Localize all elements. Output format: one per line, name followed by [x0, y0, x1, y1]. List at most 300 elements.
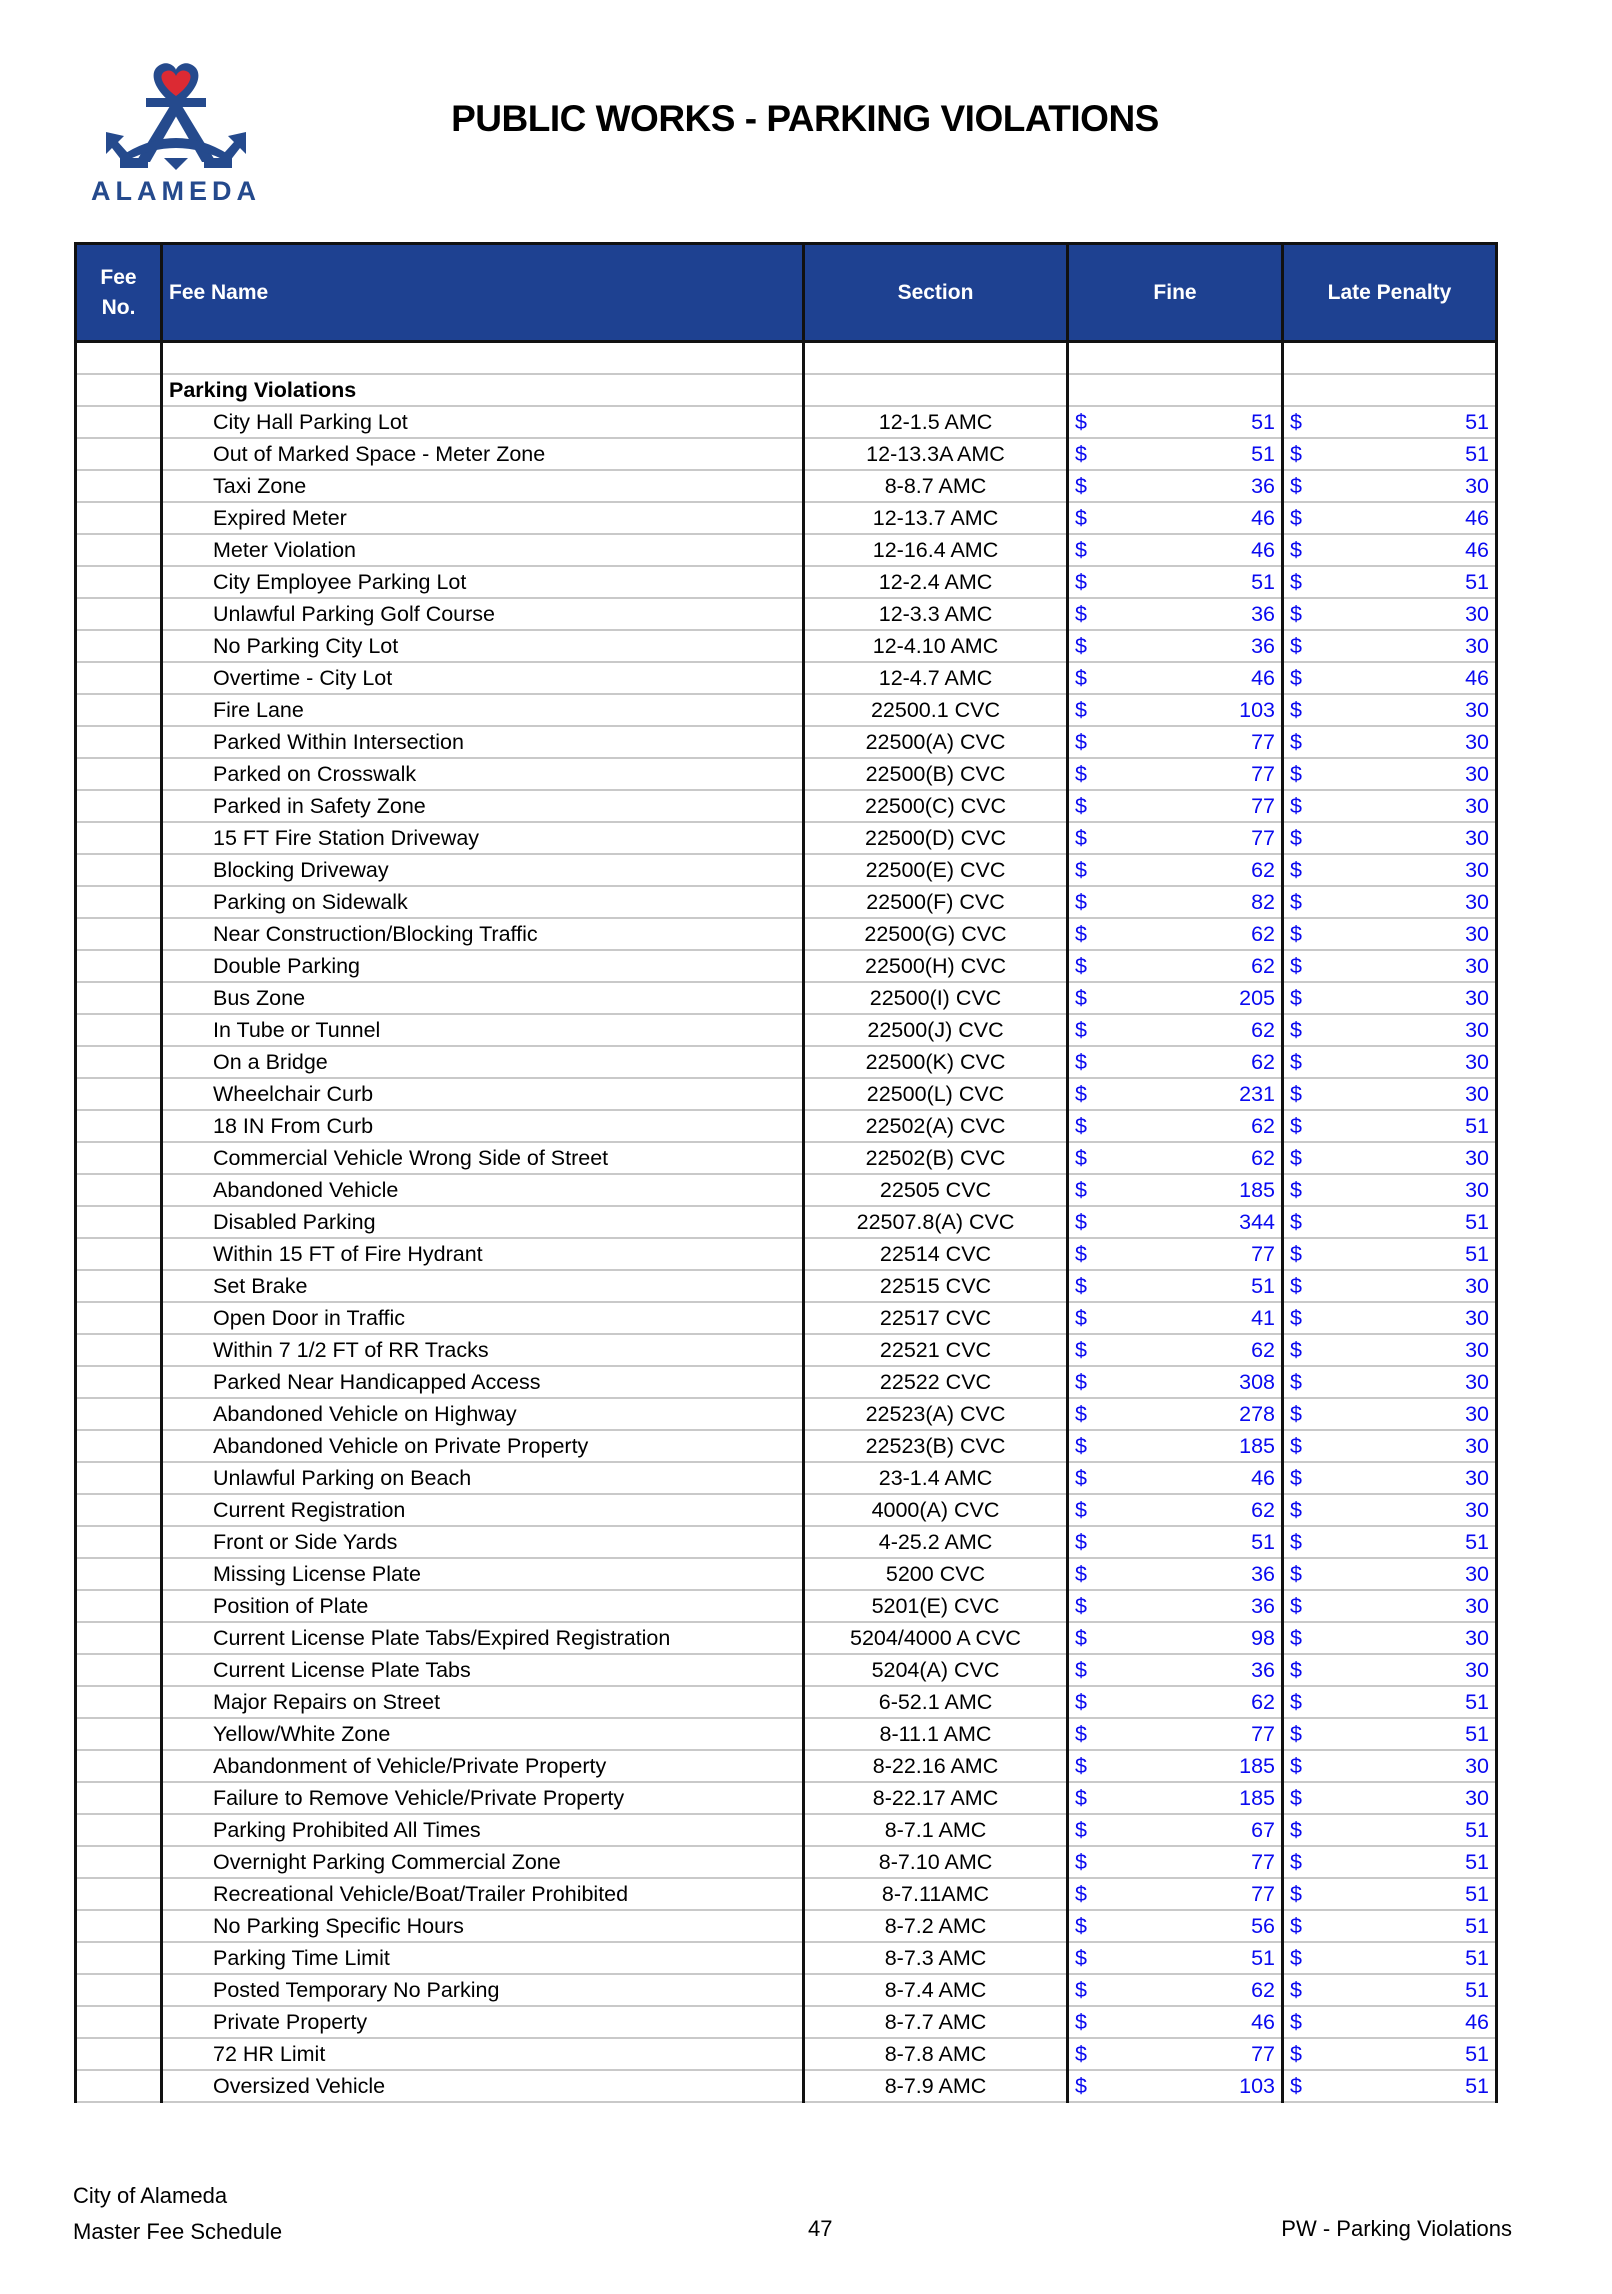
fine-cell	[1068, 886, 1283, 918]
fee-name-cell: City Employee Parking Lot	[162, 566, 804, 598]
currency-symbol: $	[1075, 1433, 1087, 1458]
fine-cell	[1068, 1718, 1283, 1750]
fine-amount: 62	[1251, 1977, 1275, 2002]
fee-no-cell	[76, 1622, 162, 1654]
late-penalty-cell	[1283, 1366, 1497, 1398]
late-penalty-amount: 51	[1465, 441, 1489, 466]
late-penalty-amount: 30	[1465, 1753, 1489, 1778]
table-row	[76, 950, 1497, 982]
currency-symbol: $	[1290, 1337, 1302, 1362]
fine-cell	[1068, 1270, 1283, 1302]
section-cell: 8-7.3 AMC	[804, 1942, 1068, 1974]
fine-amount: 82	[1251, 889, 1275, 914]
table-row	[76, 1206, 1497, 1238]
blank-row	[76, 342, 1497, 375]
currency-symbol: $	[1290, 1273, 1302, 1298]
section-cell: 22523(A) CVC	[804, 1398, 1068, 1430]
section-cell: 4-25.2 AMC	[804, 1526, 1068, 1558]
fine-cell	[1068, 1654, 1283, 1686]
fee-no-cell	[76, 374, 162, 406]
fee-name-cell: Parked Near Handicapped Access	[162, 1366, 804, 1398]
fee-name-cell: Parked on Crosswalk	[162, 758, 804, 790]
section-cell: 12-3.3 AMC	[804, 598, 1068, 630]
currency-symbol: $	[1290, 1433, 1302, 1458]
currency-symbol: $	[1075, 1049, 1087, 1074]
section-cell: 22502(A) CVC	[804, 1110, 1068, 1142]
currency-symbol: $	[1075, 1721, 1087, 1746]
fee-name-cell: Failure to Remove Vehicle/Private Property	[162, 1782, 804, 1814]
fine-cell	[1068, 1974, 1283, 2006]
fine-amount: 62	[1251, 1113, 1275, 1138]
fee-name-cell: Current License Plate Tabs/Expired Registration	[162, 1622, 804, 1654]
currency-symbol: $	[1290, 1561, 1302, 1586]
late-penalty-amount: 30	[1465, 697, 1489, 722]
late-penalty-amount: 51	[1465, 409, 1489, 434]
fee-no-cell	[76, 1270, 162, 1302]
fee-no-cell	[76, 982, 162, 1014]
section-cell: 8-7.1 AMC	[804, 1814, 1068, 1846]
fine-cell	[1068, 2070, 1283, 2102]
fee-no-cell	[76, 1590, 162, 1622]
currency-symbol: $	[1290, 1657, 1302, 1682]
section-cell: 5200 CVC	[804, 1558, 1068, 1590]
table-row	[76, 854, 1497, 886]
fine-cell	[1068, 1686, 1283, 1718]
section-cell: 5204(A) CVC	[804, 1654, 1068, 1686]
section-cell: 22521 CVC	[804, 1334, 1068, 1366]
currency-symbol: $	[1075, 2041, 1087, 2066]
fine-amount: 344	[1239, 1209, 1275, 1234]
late-penalty-cell	[1283, 726, 1497, 758]
section-cell: 12-13.7 AMC	[804, 502, 1068, 534]
late-penalty-amount: 30	[1465, 1497, 1489, 1522]
fine-amount: 56	[1251, 1913, 1275, 1938]
late-penalty-amount: 30	[1465, 1017, 1489, 1042]
late-penalty-cell	[1283, 1238, 1497, 1270]
table-row	[76, 2038, 1497, 2070]
table-row	[76, 1974, 1497, 2006]
currency-symbol: $	[1290, 1145, 1302, 1170]
fee-no-cell	[76, 1238, 162, 1270]
fine-amount: 62	[1251, 1049, 1275, 1074]
fine-amount: 77	[1251, 793, 1275, 818]
fine-amount: 51	[1251, 1945, 1275, 1970]
currency-symbol: $	[1075, 2073, 1087, 2098]
fee-no-cell	[76, 950, 162, 982]
fee-name-cell: Private Property	[162, 2006, 804, 2038]
late-penalty-amount: 30	[1465, 1337, 1489, 1362]
section-cell: 22500(D) CVC	[804, 822, 1068, 854]
fee-no-cell	[76, 406, 162, 438]
late-penalty-cell	[1283, 342, 1497, 375]
table-row	[76, 1142, 1497, 1174]
table-row	[76, 598, 1497, 630]
currency-symbol: $	[1290, 2041, 1302, 2066]
table-row	[76, 1526, 1497, 1558]
column-header-fine: Fine	[1068, 244, 1283, 342]
fee-no-cell	[76, 598, 162, 630]
late-penalty-cell	[1283, 1078, 1497, 1110]
late-penalty-amount: 30	[1465, 761, 1489, 786]
late-penalty-cell	[1283, 1782, 1497, 1814]
late-penalty-amount: 30	[1465, 1081, 1489, 1106]
late-penalty-cell	[1283, 1430, 1497, 1462]
fine-amount: 46	[1251, 665, 1275, 690]
table-row	[76, 694, 1497, 726]
late-penalty-amount: 30	[1465, 825, 1489, 850]
late-penalty-cell	[1283, 1654, 1497, 1686]
late-penalty-amount: 30	[1465, 1657, 1489, 1682]
late-penalty-cell	[1283, 694, 1497, 726]
currency-symbol: $	[1075, 1209, 1087, 1234]
currency-symbol: $	[1075, 1081, 1087, 1106]
fine-amount: 62	[1251, 953, 1275, 978]
fee-name-cell: Expired Meter	[162, 502, 804, 534]
late-penalty-cell	[1283, 1494, 1497, 1526]
column-header-fee-name: Fee Name	[162, 244, 804, 342]
footer-section-label: PW - Parking Violations	[1281, 2216, 1512, 2241]
currency-symbol: $	[1290, 1465, 1302, 1490]
table-row	[76, 1942, 1497, 1974]
table-row	[76, 822, 1497, 854]
late-penalty-cell	[1283, 470, 1497, 502]
late-penalty-amount: 51	[1465, 1945, 1489, 1970]
fine-cell	[1068, 854, 1283, 886]
fine-amount: 185	[1239, 1785, 1275, 1810]
fee-no-cell	[76, 662, 162, 694]
fine-amount: 62	[1251, 857, 1275, 882]
late-penalty-cell	[1283, 1942, 1497, 1974]
table-row	[76, 1078, 1497, 1110]
currency-symbol: $	[1075, 1689, 1087, 1714]
section-cell: 22505 CVC	[804, 1174, 1068, 1206]
currency-symbol: $	[1290, 1785, 1302, 1810]
section-cell: 12-1.5 AMC	[804, 406, 1068, 438]
currency-symbol: $	[1290, 1081, 1302, 1106]
fee-no-cell	[76, 1174, 162, 1206]
table-row	[76, 1654, 1497, 1686]
fee-name-cell: Abandoned Vehicle on Highway	[162, 1398, 804, 1430]
section-cell: 22500(E) CVC	[804, 854, 1068, 886]
table-row	[76, 1750, 1497, 1782]
fee-no-cell	[76, 694, 162, 726]
currency-symbol: $	[1290, 729, 1302, 754]
fee-name-cell: Bus Zone	[162, 982, 804, 1014]
fee-no-cell	[76, 790, 162, 822]
fine-amount: 98	[1251, 1625, 1275, 1650]
currency-symbol: $	[1075, 1753, 1087, 1778]
fee-name-cell: Out of Marked Space - Meter Zone	[162, 438, 804, 470]
late-penalty-cell	[1283, 758, 1497, 790]
currency-symbol: $	[1290, 825, 1302, 850]
fine-cell	[1068, 1846, 1283, 1878]
late-penalty-cell	[1283, 918, 1497, 950]
fee-name-cell: Open Door in Traffic	[162, 1302, 804, 1334]
late-penalty-amount: 30	[1465, 985, 1489, 1010]
fine-cell	[1068, 2038, 1283, 2070]
fine-amount: 77	[1251, 1849, 1275, 1874]
fee-name-cell: Front or Side Yards	[162, 1526, 804, 1558]
section-cell: 8-7.4 AMC	[804, 1974, 1068, 2006]
section-cell: 12-4.7 AMC	[804, 662, 1068, 694]
column-header-late-penalty: Late Penalty	[1283, 244, 1497, 342]
late-penalty-amount: 51	[1465, 1689, 1489, 1714]
fine-amount: 41	[1251, 1305, 1275, 1330]
fee-no-cell	[76, 1142, 162, 1174]
fee-no-cell	[76, 1366, 162, 1398]
section-cell: 8-7.11AMC	[804, 1878, 1068, 1910]
section-heading: Parking Violations	[162, 374, 804, 406]
section-cell: 8-7.7 AMC	[804, 2006, 1068, 2038]
late-penalty-cell	[1283, 406, 1497, 438]
late-penalty-cell	[1283, 1014, 1497, 1046]
fee-name-cell: Current License Plate Tabs	[162, 1654, 804, 1686]
currency-symbol: $	[1075, 1017, 1087, 1042]
fine-amount: 77	[1251, 1241, 1275, 1266]
fine-cell	[1068, 406, 1283, 438]
fee-no-cell	[76, 1814, 162, 1846]
fee-name-cell: Fire Lane	[162, 694, 804, 726]
section-cell: 22500(B) CVC	[804, 758, 1068, 790]
section-cell: 22522 CVC	[804, 1366, 1068, 1398]
footer-organization: City of Alameda	[73, 2183, 228, 2208]
section-cell: 8-7.10 AMC	[804, 1846, 1068, 1878]
fine-cell	[1068, 630, 1283, 662]
late-penalty-amount: 30	[1465, 921, 1489, 946]
late-penalty-amount: 51	[1465, 1209, 1489, 1234]
fine-cell	[1068, 342, 1283, 375]
fee-no-cell	[76, 886, 162, 918]
currency-symbol: $	[1075, 1945, 1087, 1970]
fine-cell	[1068, 1238, 1283, 1270]
fine-cell	[1068, 2006, 1283, 2038]
table-row	[76, 1462, 1497, 1494]
late-penalty-cell	[1283, 950, 1497, 982]
section-heading-row	[76, 374, 1497, 406]
late-penalty-cell	[1283, 790, 1497, 822]
currency-symbol: $	[1290, 921, 1302, 946]
fee-name-cell: Abandoned Vehicle	[162, 1174, 804, 1206]
fine-amount: 103	[1239, 697, 1275, 722]
fine-cell	[1068, 1814, 1283, 1846]
fee-name-cell: No Parking City Lot	[162, 630, 804, 662]
fine-amount: 36	[1251, 1657, 1275, 1682]
fee-no-cell	[76, 1334, 162, 1366]
currency-symbol: $	[1290, 1849, 1302, 1874]
fee-no-cell	[76, 1046, 162, 1078]
fee-name-cell: Yellow/White Zone	[162, 1718, 804, 1750]
fee-no-cell	[76, 1654, 162, 1686]
section-cell: 22500(I) CVC	[804, 982, 1068, 1014]
fee-name-cell: Parked Within Intersection	[162, 726, 804, 758]
table-row	[76, 534, 1497, 566]
fee-no-cell	[76, 1206, 162, 1238]
late-penalty-amount: 51	[1465, 1113, 1489, 1138]
table-row	[76, 1782, 1497, 1814]
fine-amount: 51	[1251, 409, 1275, 434]
currency-symbol: $	[1075, 1177, 1087, 1202]
section-cell: 8-7.8 AMC	[804, 2038, 1068, 2070]
table-row	[76, 1398, 1497, 1430]
fee-no-cell	[76, 342, 162, 375]
section-cell: 22500(H) CVC	[804, 950, 1068, 982]
fee-no-cell	[76, 1718, 162, 1750]
late-penalty-cell	[1283, 1558, 1497, 1590]
late-penalty-amount: 30	[1465, 1561, 1489, 1586]
currency-symbol: $	[1290, 601, 1302, 626]
fee-no-cell	[76, 1782, 162, 1814]
fee-name-cell: On a Bridge	[162, 1046, 804, 1078]
section-cell: 12-4.10 AMC	[804, 630, 1068, 662]
fine-amount: 77	[1251, 729, 1275, 754]
late-penalty-cell	[1283, 534, 1497, 566]
fee-name-cell: Abandoned Vehicle on Private Property	[162, 1430, 804, 1462]
late-penalty-cell	[1283, 630, 1497, 662]
currency-symbol: $	[1075, 985, 1087, 1010]
fine-cell	[1068, 502, 1283, 534]
fine-amount: 51	[1251, 441, 1275, 466]
fee-name-cell: 15 FT Fire Station Driveway	[162, 822, 804, 854]
currency-symbol: $	[1290, 1049, 1302, 1074]
fine-cell	[1068, 1526, 1283, 1558]
fee-name-cell: Posted Temporary No Parking	[162, 1974, 804, 2006]
fee-name-cell: Disabled Parking	[162, 1206, 804, 1238]
fee-no-cell	[76, 566, 162, 598]
fine-cell	[1068, 1334, 1283, 1366]
late-penalty-cell	[1283, 2038, 1497, 2070]
fee-name-cell: Within 15 FT of Fire Hydrant	[162, 1238, 804, 1270]
late-penalty-cell	[1283, 1526, 1497, 1558]
currency-symbol: $	[1290, 1593, 1302, 1618]
late-penalty-cell	[1283, 822, 1497, 854]
table-row	[76, 502, 1497, 534]
late-penalty-amount: 46	[1465, 505, 1489, 530]
currency-symbol: $	[1075, 1369, 1087, 1394]
fee-name-cell: Near Construction/Blocking Traffic	[162, 918, 804, 950]
fine-amount: 36	[1251, 633, 1275, 658]
late-penalty-amount: 51	[1465, 1241, 1489, 1266]
fee-name-cell: Parking Time Limit	[162, 1942, 804, 1974]
section-cell: 22500(G) CVC	[804, 918, 1068, 950]
fine-cell	[1068, 1110, 1283, 1142]
currency-symbol: $	[1075, 1273, 1087, 1298]
fine-amount: 36	[1251, 473, 1275, 498]
table-row	[76, 2070, 1497, 2102]
fine-cell	[1068, 1174, 1283, 1206]
late-penalty-cell	[1283, 662, 1497, 694]
currency-symbol: $	[1290, 1017, 1302, 1042]
late-penalty-amount: 30	[1465, 793, 1489, 818]
currency-symbol: $	[1075, 1401, 1087, 1426]
late-penalty-cell	[1283, 886, 1497, 918]
late-penalty-cell	[1283, 854, 1497, 886]
late-penalty-amount: 30	[1465, 1401, 1489, 1426]
late-penalty-amount: 30	[1465, 857, 1489, 882]
fine-amount: 51	[1251, 1273, 1275, 1298]
page-number: 47	[808, 2216, 833, 2241]
fee-no-cell	[76, 2070, 162, 2102]
currency-symbol: $	[1290, 1529, 1302, 1554]
late-penalty-amount: 51	[1465, 1817, 1489, 1842]
fee-no-cell	[76, 1910, 162, 1942]
fee-no-cell	[76, 758, 162, 790]
fee-name-cell: Wheelchair Curb	[162, 1078, 804, 1110]
fine-amount: 308	[1239, 1369, 1275, 1394]
late-penalty-cell	[1283, 1398, 1497, 1430]
fine-amount: 185	[1239, 1177, 1275, 1202]
fee-name-cell: Major Repairs on Street	[162, 1686, 804, 1718]
fine-cell	[1068, 1078, 1283, 1110]
section-cell: 22514 CVC	[804, 1238, 1068, 1270]
currency-symbol: $	[1075, 1113, 1087, 1138]
currency-symbol: $	[1290, 569, 1302, 594]
currency-symbol: $	[1290, 1497, 1302, 1522]
fee-name-cell: Recreational Vehicle/Boat/Trailer Prohibited	[162, 1878, 804, 1910]
section-cell: 12-16.4 AMC	[804, 534, 1068, 566]
fee-no-cell	[76, 1014, 162, 1046]
table-row	[76, 1558, 1497, 1590]
section-cell: 22500(L) CVC	[804, 1078, 1068, 1110]
late-penalty-cell	[1283, 1334, 1497, 1366]
late-penalty-amount: 51	[1465, 1849, 1489, 1874]
late-penalty-cell	[1283, 1846, 1497, 1878]
fee-name-cell: Parked in Safety Zone	[162, 790, 804, 822]
page-title: PUBLIC WORKS - PARKING VIOLATIONS	[451, 98, 1159, 139]
fee-no-cell	[76, 1974, 162, 2006]
currency-symbol: $	[1075, 1785, 1087, 1810]
currency-symbol: $	[1290, 1945, 1302, 1970]
table-row	[76, 1430, 1497, 1462]
anchor-heart-icon	[84, 62, 268, 174]
logo-wordmark: ALAMEDA	[91, 176, 261, 206]
section-cell: 6-52.1 AMC	[804, 1686, 1068, 1718]
late-penalty-cell	[1283, 1814, 1497, 1846]
table-row	[76, 662, 1497, 694]
fine-cell	[1068, 950, 1283, 982]
late-penalty-amount: 30	[1465, 1465, 1489, 1490]
fine-amount: 46	[1251, 537, 1275, 562]
late-penalty-amount: 46	[1465, 2009, 1489, 2034]
fee-no-cell	[76, 470, 162, 502]
currency-symbol: $	[1075, 2009, 1087, 2034]
fine-cell	[1068, 566, 1283, 598]
table-row	[76, 886, 1497, 918]
late-penalty-amount: 51	[1465, 1977, 1489, 2002]
table-row	[76, 1270, 1497, 1302]
fine-amount: 46	[1251, 1465, 1275, 1490]
fine-cell	[1068, 790, 1283, 822]
section-cell	[804, 374, 1068, 406]
currency-symbol: $	[1075, 697, 1087, 722]
currency-symbol: $	[1075, 921, 1087, 946]
currency-symbol: $	[1290, 1369, 1302, 1394]
late-penalty-amount: 30	[1465, 1049, 1489, 1074]
fine-amount: 67	[1251, 1817, 1275, 1842]
section-cell: 8-11.1 AMC	[804, 1718, 1068, 1750]
fee-no-cell	[76, 2006, 162, 2038]
fee-name-cell: Parking on Sidewalk	[162, 886, 804, 918]
fine-amount: 278	[1239, 1401, 1275, 1426]
currency-symbol: $	[1075, 473, 1087, 498]
table-row	[76, 758, 1497, 790]
table-row	[76, 1622, 1497, 1654]
currency-symbol: $	[1075, 537, 1087, 562]
fee-name-cell: 18 IN From Curb	[162, 1110, 804, 1142]
fine-amount: 36	[1251, 1561, 1275, 1586]
table-row	[76, 470, 1497, 502]
table-row	[76, 1590, 1497, 1622]
fine-amount: 62	[1251, 1689, 1275, 1714]
